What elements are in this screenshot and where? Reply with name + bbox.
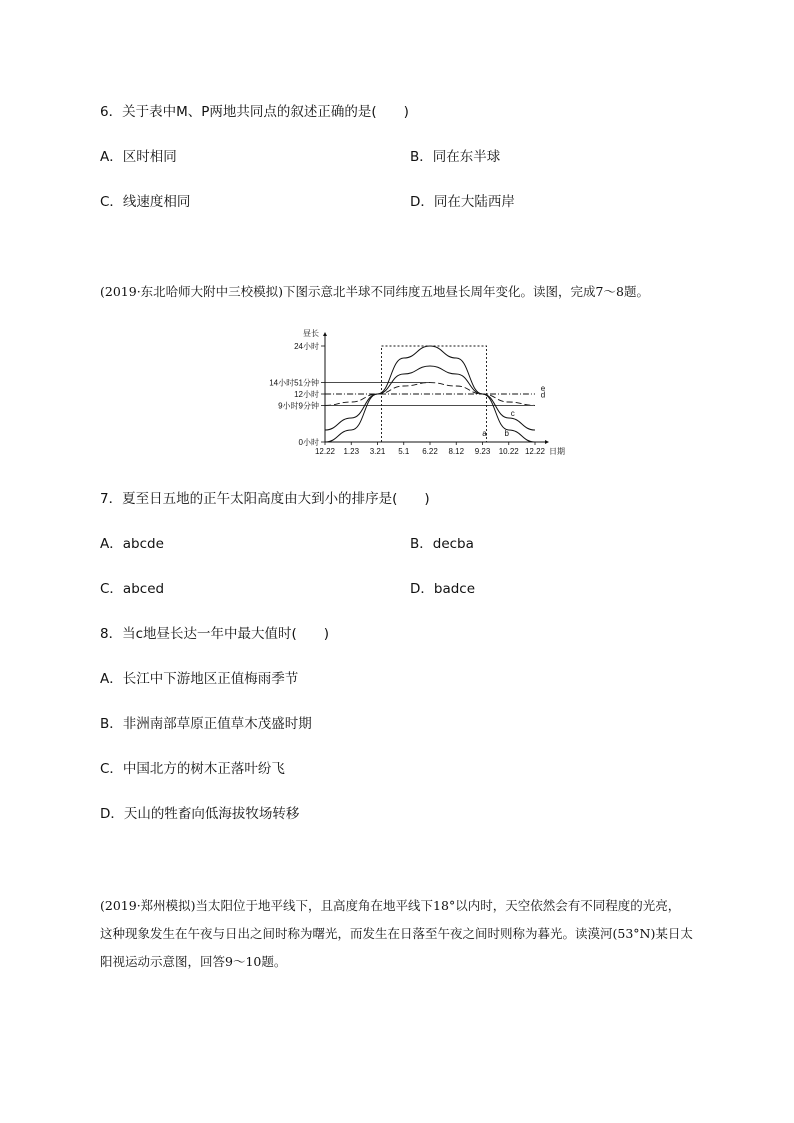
series-label-d: d [540,390,546,400]
x-tick-label: 1.23 [343,447,360,456]
intro-9-10-line-1: (2019·郑州模拟)当太阳位于地平线下，且高度角在地平线下18°以内时，天空依然会有不同程度的光亮， [100,898,681,913]
y-tick-label: 9小时9分钟 [278,401,319,411]
x-tick-label: 10.22 [498,447,519,456]
q6-option-c: C．线速度相同 [100,194,191,210]
intro-7-8: (2019·东北哈师大附中三校模拟)下图示意北半球不同纬度五地昼长周年变化。读图，完成7～8题。 [100,284,649,299]
intro-9-10-line-2: 这种现象发生在午夜与日出之间时称为曙光，而发生在日落至午夜之间时则称为暮光。读漠河(53°N)某日太 [100,926,693,941]
question-8-stem: 8．当c地昼长达一年中最大值时( ) [100,626,330,642]
x-tick-label: 12.22 [314,447,336,456]
q7-option-a: A．abcde [100,536,164,552]
series-label-b: b [504,429,509,438]
question-6-stem: 6．关于表中M、P两地共同点的叙述正确的是( ) [100,104,409,120]
q7-option-b: B．decba [410,536,474,552]
series-label-e: e [540,384,546,394]
q7-option-d: D．badce [410,581,476,597]
x-tick-label: 6.22 [422,447,438,456]
y-axis-arrow [323,332,327,336]
y-tick-label: 24小时 [294,342,319,351]
q6-option-b: B．同在东半球 [410,149,501,165]
q7-option-c: C．abced [100,581,165,597]
series-label-c: c [510,409,515,418]
y-tick-label: 12小时 [294,390,319,399]
x-tick-label: 5.1 [398,447,410,456]
y-axis-label: 昼长 [303,329,319,338]
x-axis-label: 日期 [549,447,565,456]
y-tick-label: 14小时51分钟 [269,378,319,388]
q8-option-a: A．长江中下游地区正值梅雨季节 [100,671,299,687]
series-c [325,366,535,430]
x-tick-label: 8.12 [448,447,465,456]
x-tick-label: 3.21 [369,447,386,456]
series-label-a: a [482,429,487,438]
day-length-chart [255,322,565,464]
x-axis-arrow [545,440,549,444]
q8-option-d: D．天山的牲畜向低海拔牧场转移 [100,806,300,822]
y-tick-label: 0小时 [298,438,319,447]
q6-option-a: A．区时相同 [100,149,177,165]
q6-option-d: D．同在大陆西岸 [410,194,515,210]
x-tick-label: 9.23 [474,447,491,456]
intro-9-10-line-3: 阳视运动示意图，回答9～10题。 [100,954,287,969]
q8-option-c: C．中国北方的树木正落叶纷飞 [100,761,285,777]
x-tick-label: 12.22 [524,447,546,456]
question-7-stem: 7．夏至日五地的正午太阳高度由大到小的排序是( ) [100,491,430,507]
q8-option-b: B．非洲南部草原正值草木茂盛时期 [100,716,312,732]
